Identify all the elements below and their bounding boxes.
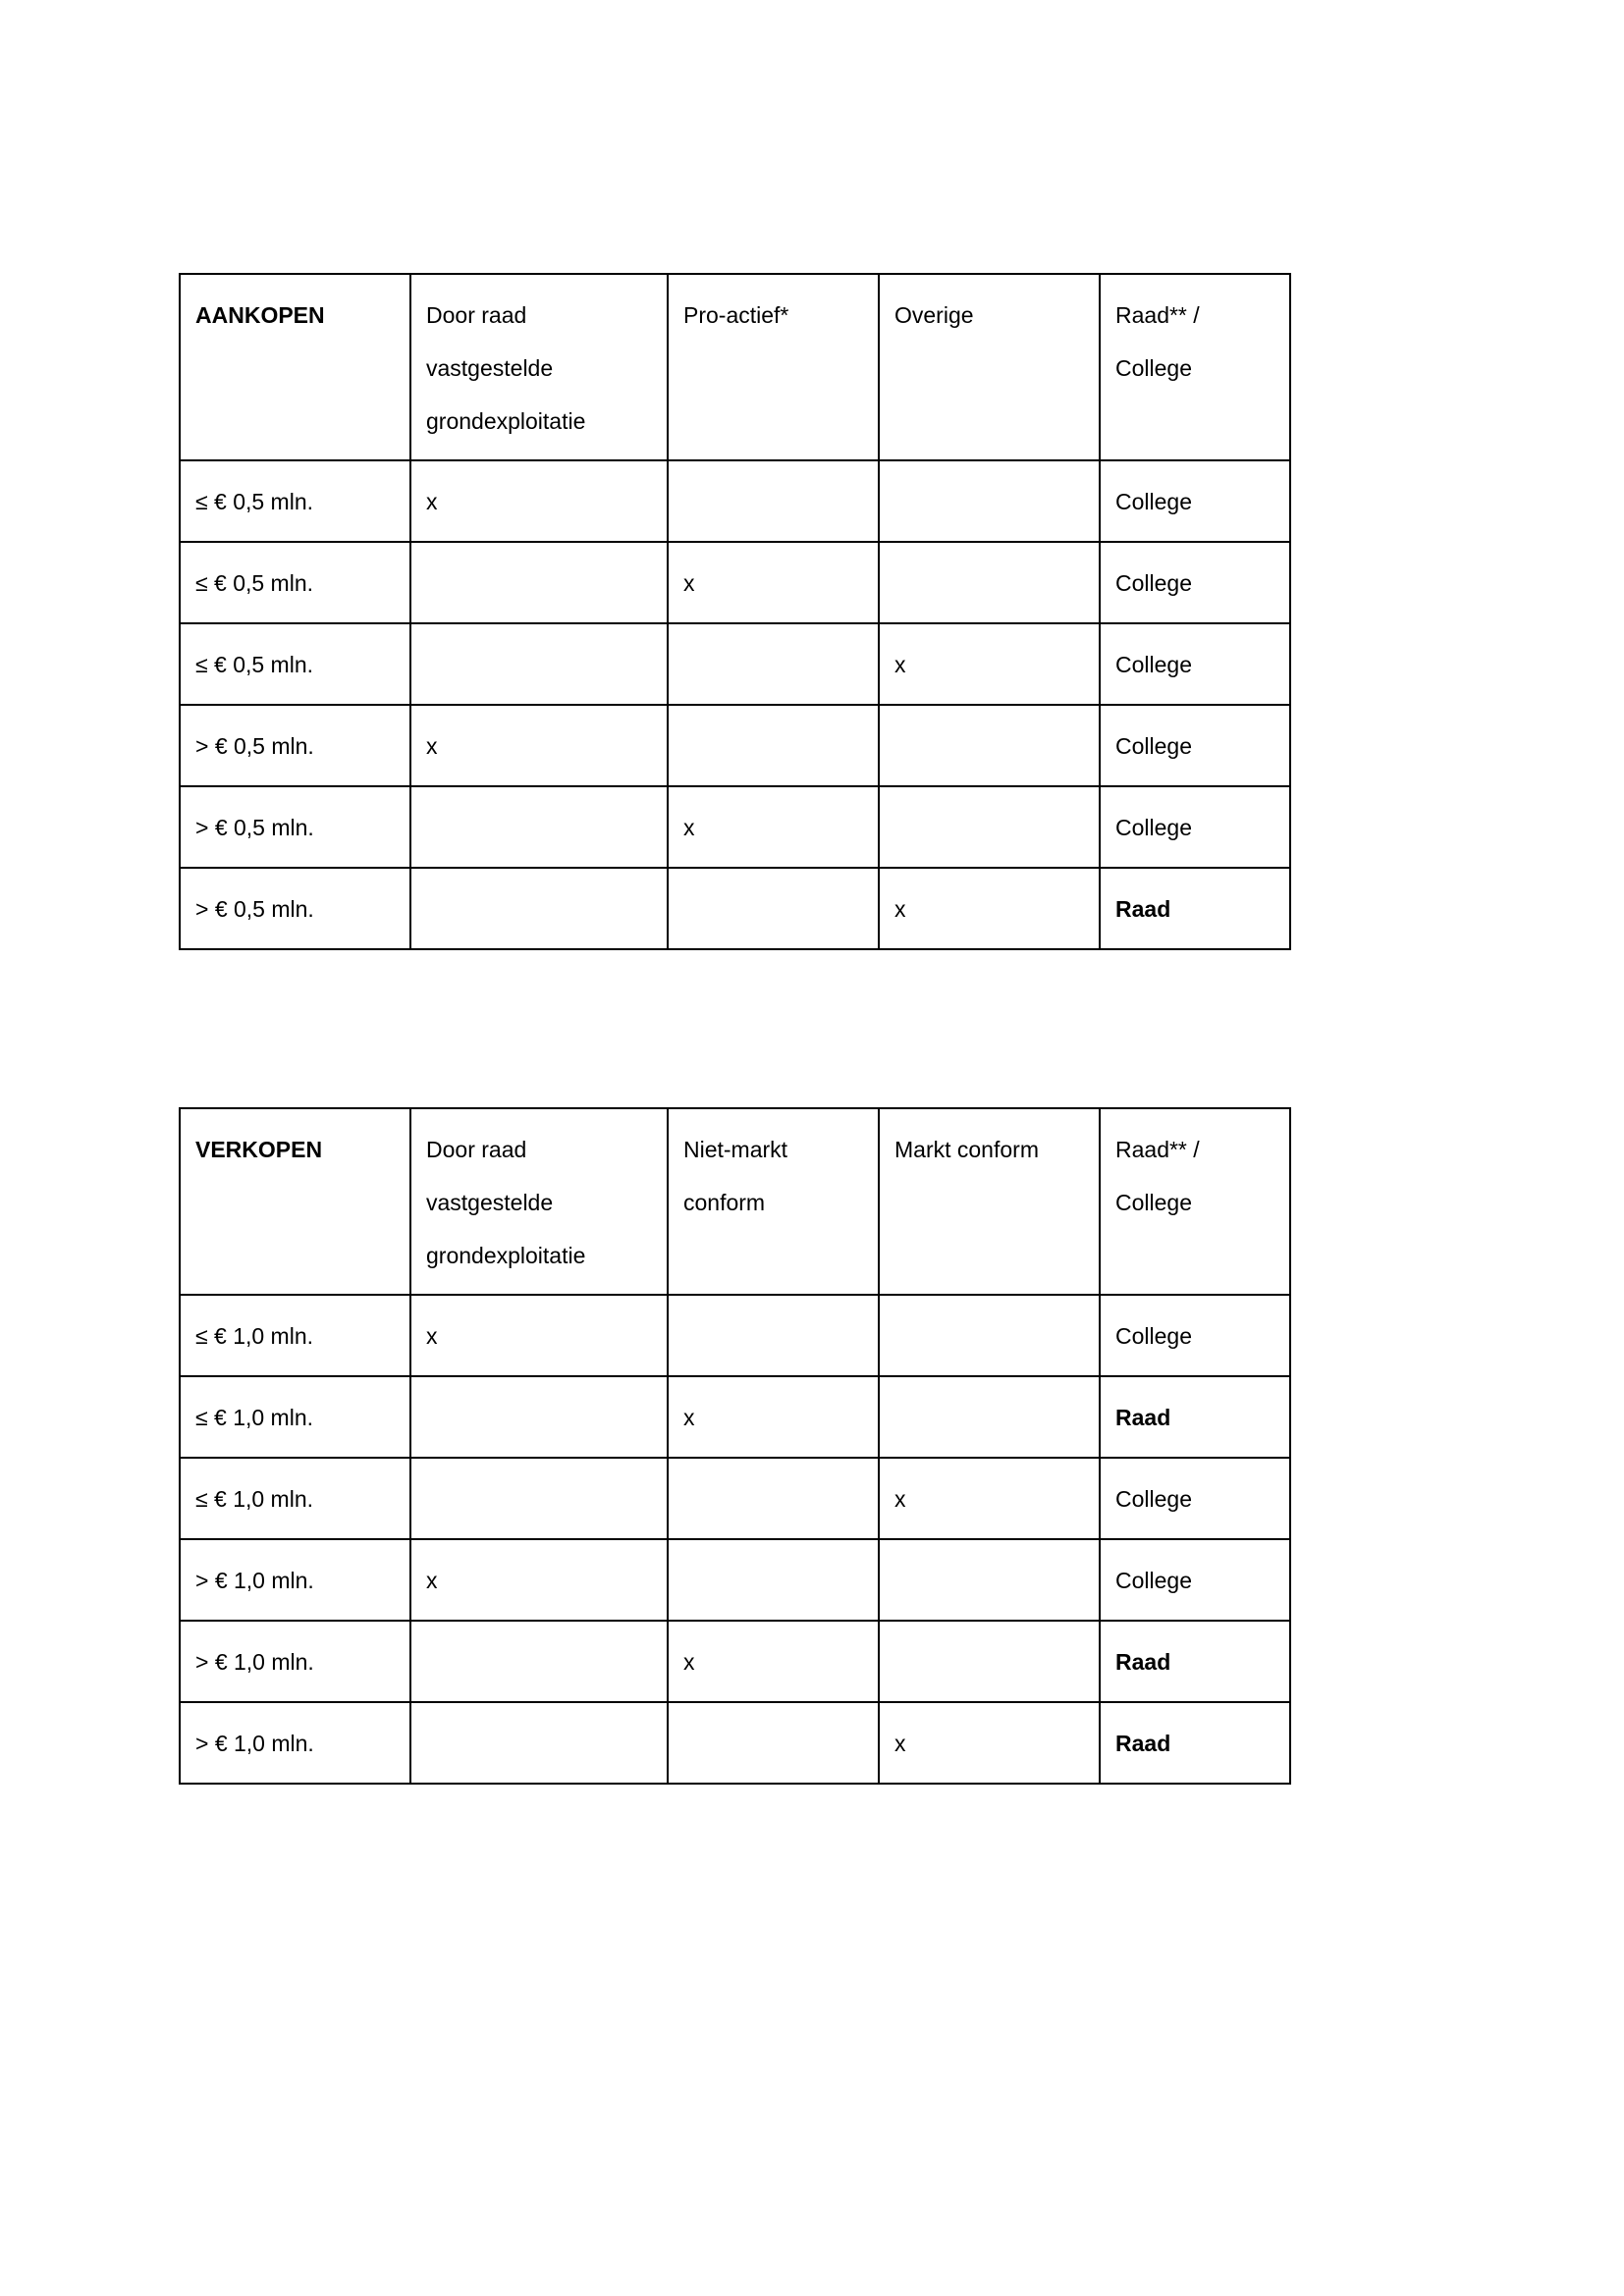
table-row — [180, 460, 1290, 542]
mark-cell: x — [410, 1295, 668, 1376]
table-row — [180, 1295, 1290, 1376]
amount-cell: ≤ € 0,5 mln. — [180, 542, 410, 623]
mark-cell — [410, 1458, 668, 1539]
amount-cell: ≤ € 1,0 mln. — [180, 1295, 410, 1376]
header-cell — [180, 274, 410, 460]
table-row — [180, 542, 1290, 623]
header-text: Niet-markt — [683, 1137, 788, 1162]
mark-cell: x — [410, 460, 668, 542]
decision-cell: Raad — [1100, 1621, 1290, 1702]
header-text: grondexploitatie — [426, 1243, 586, 1268]
header-row — [180, 1108, 1290, 1295]
mark-cell — [668, 1458, 879, 1539]
header-text: College — [1115, 1190, 1192, 1215]
decision-cell: College — [1100, 1539, 1290, 1621]
header-text: Door raad — [426, 1137, 527, 1162]
decision-cell: Raad — [1100, 1702, 1290, 1784]
mark-cell — [410, 1702, 668, 1784]
amount-cell: > € 1,0 mln. — [180, 1539, 410, 1621]
mark-cell: x — [879, 623, 1100, 705]
table-row — [180, 1621, 1290, 1702]
header-text: Overige — [894, 302, 974, 328]
header-text: vastgestelde — [426, 355, 554, 381]
decision-cell: College — [1100, 542, 1290, 623]
header-cell — [410, 1108, 668, 1295]
mark-cell — [879, 705, 1100, 786]
mark-cell: x — [879, 868, 1100, 949]
table-row — [180, 1376, 1290, 1458]
table-row — [180, 705, 1290, 786]
mark-cell: x — [668, 786, 879, 868]
decision-cell: College — [1100, 1458, 1290, 1539]
header-cell — [410, 274, 668, 460]
amount-cell: > € 0,5 mln. — [180, 786, 410, 868]
header-cell — [668, 1108, 879, 1295]
decision-cell: College — [1100, 786, 1290, 868]
header-cell — [1100, 274, 1290, 460]
header-text: VERKOPEN — [195, 1137, 323, 1162]
mark-cell — [410, 1621, 668, 1702]
header-cell — [879, 274, 1100, 460]
header-text: grondexploitatie — [426, 408, 586, 434]
table-row — [180, 1539, 1290, 1621]
mark-cell — [410, 623, 668, 705]
amount-cell: ≤ € 0,5 mln. — [180, 623, 410, 705]
mark-cell — [879, 542, 1100, 623]
mark-cell: x — [410, 1539, 668, 1621]
decision-cell: College — [1100, 623, 1290, 705]
decision-cell: College — [1100, 460, 1290, 542]
header-cell — [668, 274, 879, 460]
mark-cell — [668, 1702, 879, 1784]
mark-cell — [879, 1621, 1100, 1702]
mark-cell — [879, 1539, 1100, 1621]
mark-cell — [668, 1539, 879, 1621]
mark-cell — [879, 1295, 1100, 1376]
amount-cell: > € 0,5 mln. — [180, 705, 410, 786]
table-row — [180, 868, 1290, 949]
mark-cell — [668, 1295, 879, 1376]
aankopen-table — [179, 273, 1291, 950]
amount-cell: ≤ € 0,5 mln. — [180, 460, 410, 542]
amount-cell: ≤ € 1,0 mln. — [180, 1458, 410, 1539]
amount-cell: > € 1,0 mln. — [180, 1702, 410, 1784]
mark-cell — [410, 786, 668, 868]
header-text: Pro-actief* — [683, 302, 789, 328]
mark-cell — [668, 460, 879, 542]
mark-cell: x — [410, 705, 668, 786]
mark-cell: x — [668, 1376, 879, 1458]
header-cell — [1100, 1108, 1290, 1295]
mark-cell — [668, 623, 879, 705]
header-text: College — [1115, 355, 1192, 381]
mark-cell: x — [668, 542, 879, 623]
amount-cell: > € 0,5 mln. — [180, 868, 410, 949]
mark-cell — [410, 1376, 668, 1458]
amount-cell: ≤ € 1,0 mln. — [180, 1376, 410, 1458]
mark-cell: x — [879, 1702, 1100, 1784]
mark-cell: x — [879, 1458, 1100, 1539]
decision-cell: College — [1100, 705, 1290, 786]
verkopen-table — [179, 1107, 1291, 1785]
table-row — [180, 1458, 1290, 1539]
decision-cell: College — [1100, 1295, 1290, 1376]
header-row — [180, 274, 1290, 460]
decision-cell: Raad — [1100, 868, 1290, 949]
table-row — [180, 786, 1290, 868]
header-cell — [180, 1108, 410, 1295]
mark-cell — [668, 705, 879, 786]
table-row — [180, 623, 1290, 705]
header-text: Markt conform — [894, 1137, 1039, 1162]
table-row — [180, 1702, 1290, 1784]
header-text: Raad** / — [1115, 302, 1200, 328]
mark-cell — [879, 786, 1100, 868]
amount-cell: > € 1,0 mln. — [180, 1621, 410, 1702]
mark-cell: x — [668, 1621, 879, 1702]
mark-cell — [879, 460, 1100, 542]
decision-cell: Raad — [1100, 1376, 1290, 1458]
mark-cell — [410, 868, 668, 949]
mark-cell — [410, 542, 668, 623]
header-text: conform — [683, 1190, 766, 1215]
header-text: AANKOPEN — [195, 302, 325, 328]
mark-cell — [668, 868, 879, 949]
header-cell — [879, 1108, 1100, 1295]
header-text: Raad** / — [1115, 1137, 1200, 1162]
header-text: Door raad — [426, 302, 527, 328]
mark-cell — [879, 1376, 1100, 1458]
header-text: vastgestelde — [426, 1190, 554, 1215]
